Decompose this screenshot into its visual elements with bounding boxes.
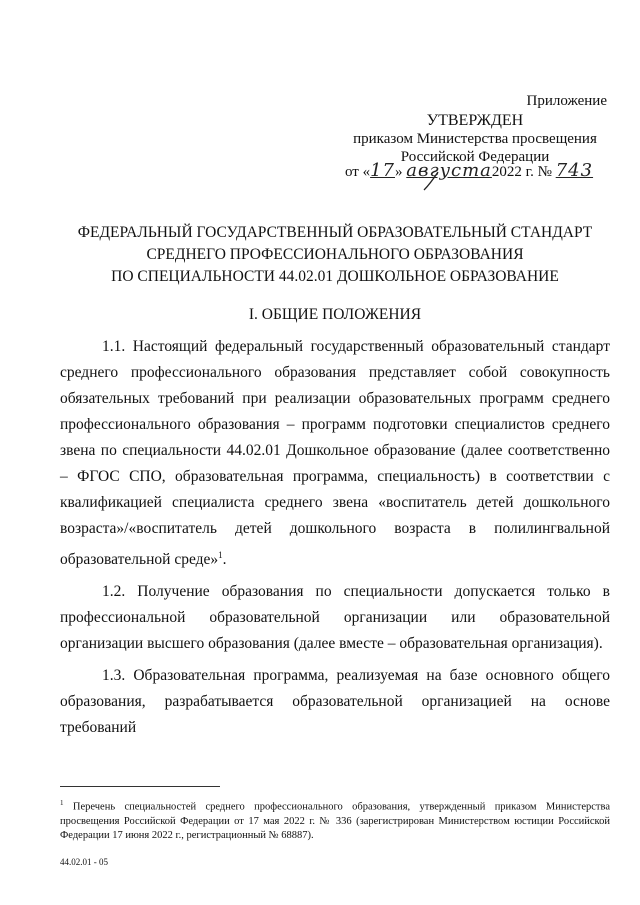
order-date-line xyxy=(345,160,593,181)
paragraph-1-1-text: 1.1. Настоящий федеральный государственный образовательный стандарт среднего профессионального образования представляет собой совокупность обязательных требований при реализации образовательных программ среднего профессионального образования – программ подготовки специалистов среднего звена по специальности 44.02.01 Дошкольное образование (далее соответственно – ФГОС СПО, образовательная программа, специальность) в соответствии с квалификацией специалиста среднего звена «воспитатель детей дошкольного возраста»/«воспитатель детей дошкольного возраста в полилингвальной образовательной среде» xyxy=(60,338,610,569)
handwritten-day: 17 xyxy=(370,160,396,181)
section-heading: I. ОБЩИЕ ПОЛОЖЕНИЯ xyxy=(248,306,422,323)
appendix-label: Приложение xyxy=(526,93,607,109)
title-line-3: ПО СПЕЦИАЛЬНОСТИ 44.02.01 ДОШКОЛЬНОЕ ОБРАЗОВАНИЕ xyxy=(111,268,559,285)
footnote-text: Перечень специальностей среднего профессионального образования, утвержденный приказом Министерства просвещения Российской Федерации от 17 мая 2022 г. № 336 (зарегистрирован Министерством юстиции Российской Федерации 17 июня 2022 г., регистрационный № 68887). xyxy=(60,801,611,841)
handwritten-month: августа xyxy=(406,160,492,181)
order-line-2: Российской Федерации xyxy=(400,149,550,165)
date-year: 2022 г. № xyxy=(491,164,552,180)
title-line-1: ФЕДЕРАЛЬНЫЙ ГОСУДАРСТВЕННЫЙ ОБРАЗОВАТЕЛЬНЫЙ СТАНДАРТ xyxy=(77,224,593,241)
paragraph-1-1: 1.1. Настоящий федеральный государственный образовательный стандарт среднего профессионального образования представляет собой совокупность обязательных требований при реализации образовательных программ среднего профессионального образования – программ подготовки специалистов среднего звена по специальности 44.02.01 Дошкольное образование (далее соответственно – ФГОС СПО, образовательная программа, специальность) в соответствии с квалификацией специалиста среднего звена «воспитатель детей дошкольного возраста»/«воспитатель детей дошкольного возраста в полилингвальной образовательной среде»$^1$. xyxy=(60,338,610,569)
document-body xyxy=(60,334,610,747)
handwriting-stroke-icon xyxy=(420,170,450,192)
approval-block xyxy=(340,108,610,166)
footnote-ref: 1 xyxy=(218,550,223,560)
paragraph-1-3: 1.3. Образовательная программа, реализуемая на базе основного общего образования, разрабатывается образовательной организацией на основе требований xyxy=(60,667,610,737)
handwritten-number: 743 xyxy=(555,160,594,181)
title-line-2: СРЕДНЕГО ПРОФЕССИОНАЛЬНОГО ОБРАЗОВАНИЯ xyxy=(146,246,524,263)
date-mid: » xyxy=(395,164,403,180)
paragraph-1-2: 1.2. Получение образования по специальности допускается только в профессиональной образовательной организации или образовательной организации высшего образования (далее вместе – образовательная организация). xyxy=(60,583,610,653)
footnote xyxy=(60,796,610,843)
approved-heading: УТВЕРЖДЕН xyxy=(426,112,524,129)
footnote-mark: 1 xyxy=(60,799,64,807)
order-line-1: приказом Министерства просвещения xyxy=(353,131,597,147)
footnote-divider xyxy=(60,786,220,787)
date-prefix: от « xyxy=(345,164,371,180)
document-title xyxy=(60,222,610,288)
document-code: 44.02.01 - 05 xyxy=(60,857,108,867)
